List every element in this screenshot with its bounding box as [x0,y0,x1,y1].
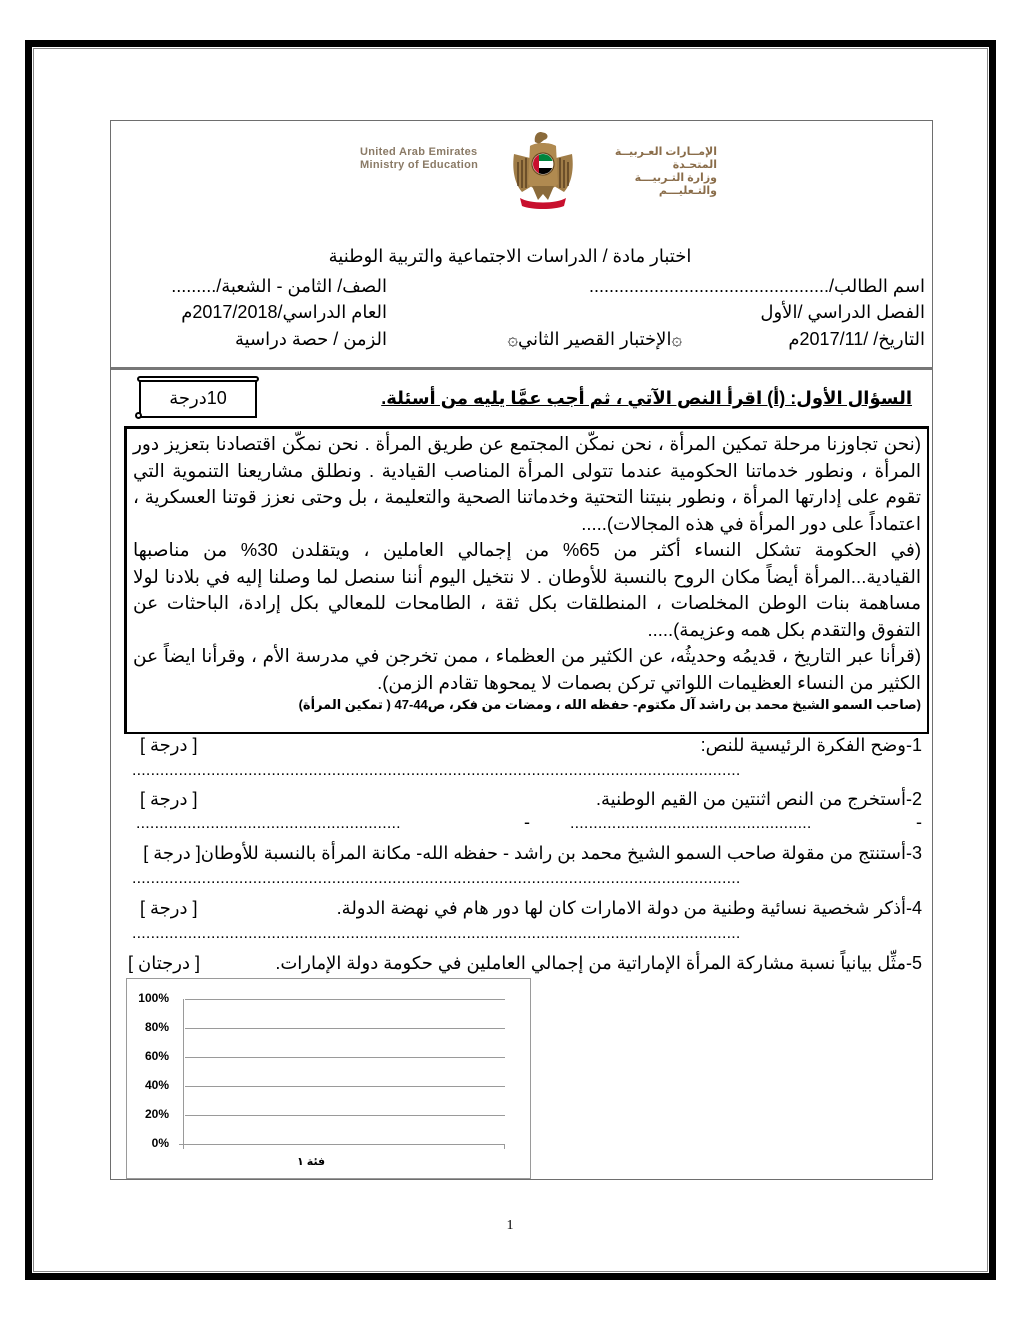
answer-line-4[interactable]: ................................................................................................................................... [132,925,741,942]
passage-paragraph: (في الحكومة تشكل النساء أكثر من 65% من إجمالي العاملين ، ويتقلدن 30% من مناصبها القيادية...المرأة أيضاً مكان الروح بالنسبة للأوطان . لا نتخيل اليوم أننا سنصل لما وصلنا إليه في بلادنا لولا مساهمة بنات الوطن المخلصات ، المنطلقات بكل ثقة ، الطامحات للمعالي بكل إرادة، الباحثات عن التفوق والتقدم بكل همه وعزيمة)..... [133,539,921,640]
answer-line-1[interactable]: ................................................................................................................................... [132,762,741,779]
question-5-mark: [ درجتان ] [128,953,200,973]
ministry-logo-english [360,146,495,172]
grade-section-field[interactable]: الصف/ الثامن - الشعبة/......... [171,276,387,296]
gridline [185,1028,505,1029]
answer-line-2b[interactable]: .................................................... [570,815,812,832]
y-tick-label: 80% [144,1020,169,1034]
semester-label: الفصل الدراسي /الأول [760,302,925,322]
passage-paragraph: (قرأنا عبر التاريخ ، قديمُه وحديثُه، عن الكثير من العظماء ، ممن تخرجن في مدرسة الأم ، وقرأنا ايضاً عن الكثير من النساء العظيمات اللواتي تركن بصمات لا يمحوها تقادم الزمن). [133,645,921,693]
question-4-mark: [ درجة ] [140,898,198,918]
gridline [185,1057,505,1058]
y-tick-label: 100% [138,991,169,1005]
question-1-mark: [ درجة ] [140,735,198,755]
y-tick-label: 20% [144,1107,169,1121]
y-tick-label: 0% [151,1136,169,1150]
gridline [185,1115,505,1116]
question-1-text: 1-وضح الفكرة الرئيسية للنص: [700,735,922,755]
score-scroll-badge [135,376,261,420]
logo-ar-line1: الإمــارات العـربيــة المتحـدة [614,146,717,171]
ministry-logo-arabic [592,146,717,198]
x-axis [179,1144,505,1145]
question1-heading: السؤال الأول: (أ) اقرأ النص الآتي ، ثم أجب عمَّا يليه من أسئلة. [381,388,912,408]
gridline [185,1086,505,1087]
question-2-mark: [ درجة ] [140,789,198,809]
empty-chart[interactable] [126,978,531,1179]
date-field[interactable]: التاريخ/ /2017/11م [788,329,925,349]
question-3-label: 3-أستنتج من مقولة صاحب السمو الشيخ محمد بن راشد - حفظه الله- مكانة المرأة بالنسبة للأوطان [200,843,922,863]
answer-separator: - [916,812,922,832]
reading-passage [124,426,929,734]
question-2-text: 2-أستخرج من النص اثنتين من القيم الوطنية. [596,789,922,809]
question-3-text [143,843,922,864]
quiz-label: ۞الإختبار القصير الثاني۞ [507,329,682,349]
y-tick-label: 40% [144,1078,169,1092]
page-number: 1 [506,1218,514,1233]
logo-en-line1: United Arab Emirates [360,146,478,158]
student-name-field[interactable]: اسم الطالب/................................................ [588,276,925,296]
question-3-mark: [ درجة ] [143,843,201,863]
logo-en-line2: Ministry of Education [360,159,479,171]
x-category-label: فئة ١ [297,1156,326,1168]
x-axis-tick [183,1144,184,1149]
passage-paragraph: (نحن تجاوزنا مرحلة تمكين المرأة ، نحن نمكّن المجتمع عن طريق المرأة . نحن نمكّن اقتصادنا بتعزيز دور المرأة ، ونطور خدماتنا الحكومية عندما تتولى المرأة المناصب القيادية . ونطلق مشاريعنا التنموية التي تقوم على إدارتها المرأة ، ونطور بنيتنا التحتية وخدماتنا الصحية والتعليمة ، بل وحتى نعزز قوتنا العسكرية ، اعتماداً على دور المرأة في هذه المجالات)..... [133,433,921,534]
uae-emblem-icon [508,128,578,210]
gridline [185,999,505,1000]
duration-label: الزمن / حصة دراسية [234,329,387,349]
question-5-text: 5-مثِّل بيانياً نسبة مشاركة المرأة الإماراتية من إجمالي العاملين في حكومة دولة الإمارات. [275,953,922,973]
passage-source: (صاحب السمو الشيخ محمد بن راشد آل مكتوم- حفظه الله ، ومضات من فكر، ص44-47 ( تمكين المرأة) [298,697,921,712]
y-axis [183,999,184,1149]
y-tick-label: 60% [144,1049,169,1063]
answer-separator: - [524,812,530,832]
score-label: 10درجة [139,380,257,418]
answer-line-3[interactable]: ................................................................................................................................... [132,870,741,887]
x-axis-tick [504,1144,505,1149]
scroll-curl-icon [135,412,142,419]
answer-line-2a[interactable]: ......................................................... [136,815,401,832]
logo-ar-line2: وزارة التـربيـــة والتـعليـــم [634,172,717,197]
header-divider [111,367,933,370]
exam-title: اختبار مادة / الدراسات الاجتماعية والتربية الوطنية [328,246,692,266]
question-4-text: 4-أذكر شخصية نسائية وطنية من دولة الامارات كان لها دور هام في نهضة الدولة. [336,898,922,918]
academic-year-label: العام الدراسي/2017/2018م [181,302,387,322]
